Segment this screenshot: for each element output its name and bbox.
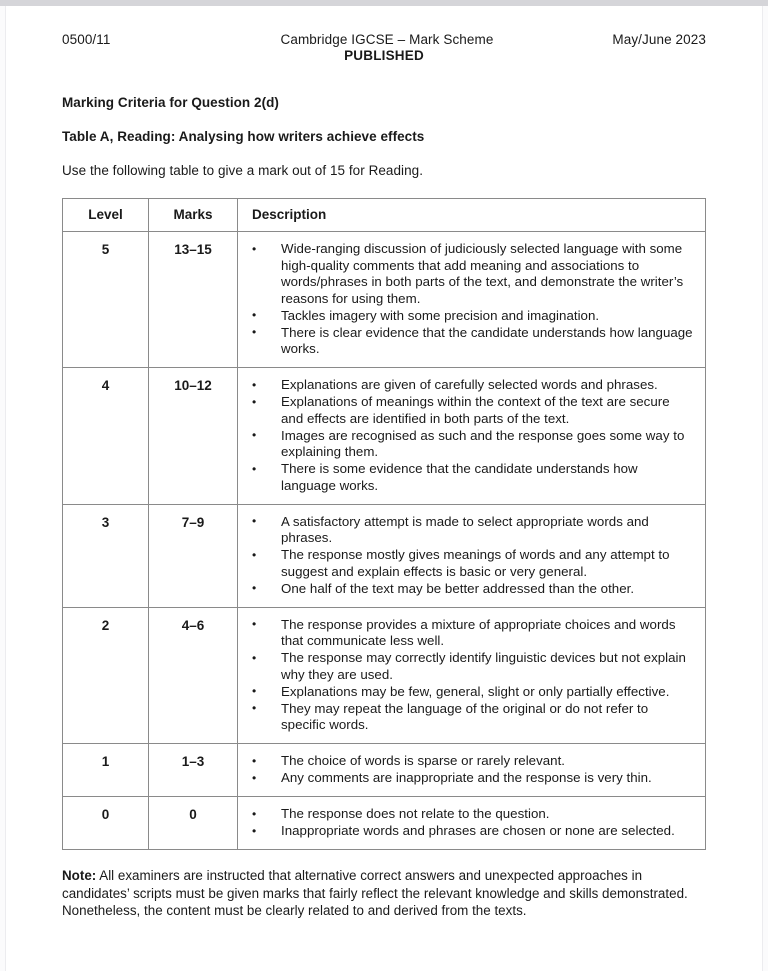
note-label: Note: xyxy=(62,868,97,883)
instruction-text: Use the following table to give a mark out of 15 for Reading. xyxy=(62,163,424,178)
descriptor-item: • A satisfactory attempt is made to select appropriate words and phrases. xyxy=(252,514,695,547)
paper-code: 0500/11 xyxy=(62,32,111,47)
document-title: Cambridge IGCSE – Mark Scheme xyxy=(280,32,494,47)
table-row xyxy=(63,232,706,368)
descriptor-list xyxy=(238,377,695,494)
cell-description xyxy=(238,232,706,368)
descriptor-item: • Images are recognised as such and the response goes some way to explaining them. xyxy=(252,428,695,461)
column-header-description: Description xyxy=(238,199,706,232)
descriptor-list xyxy=(238,514,695,598)
examiner-note xyxy=(62,867,706,920)
descriptor-item: • Inappropriate words and phrases are chosen or none are selected. xyxy=(252,823,695,840)
descriptor-item: • The choice of words is sparse or rarely relevant. xyxy=(252,753,695,770)
cell-description xyxy=(238,744,706,797)
cell-level: 3 xyxy=(63,504,149,607)
cell-marks: 1–3 xyxy=(149,744,238,797)
descriptor-item: • They may repeat the language of the original or do not refer to specific words. xyxy=(252,701,695,734)
cell-description xyxy=(238,797,706,850)
cell-marks: 7–9 xyxy=(149,504,238,607)
cell-level: 2 xyxy=(63,607,149,744)
cell-level: 5 xyxy=(63,232,149,368)
table-body xyxy=(63,232,706,850)
column-header-marks: Marks xyxy=(149,199,238,232)
descriptor-list xyxy=(238,806,695,840)
cell-marks: 0 xyxy=(149,797,238,850)
descriptor-item: • Wide-ranging discussion of judiciously selected language with some high-quality comments that add meaning and associations to words/phrases in both parts of the text, and demonstrate the writer’s reasons for using them. xyxy=(252,241,695,307)
cell-marks: 10–12 xyxy=(149,368,238,505)
exam-session: May/June 2023 xyxy=(612,32,706,47)
page-edge-right xyxy=(762,6,768,971)
table-header-row xyxy=(63,199,706,232)
descriptor-list xyxy=(238,753,695,787)
descriptor-item: • There is some evidence that the candidate understands how language works. xyxy=(252,461,695,494)
note-text: All examiners are instructed that alternative correct answers and unexpected approaches in candidates’ scripts must be given marks that fairly reflect the relevant knowledge and skills demonstrated. Nonetheless, the content must be clearly related to and derived from the texts. xyxy=(62,868,688,918)
table-row xyxy=(63,368,706,505)
running-header xyxy=(62,32,706,70)
cell-marks: 13–15 xyxy=(149,232,238,368)
column-header-level: Level xyxy=(63,199,149,232)
table-row xyxy=(63,797,706,850)
descriptor-item: • The response may correctly identify linguistic devices but not explain why they are used. xyxy=(252,650,695,683)
header-center-block xyxy=(62,32,706,63)
cell-level: 4 xyxy=(63,368,149,505)
cell-marks: 4–6 xyxy=(149,607,238,744)
descriptor-item: • Tackles imagery with some precision and imagination. xyxy=(252,308,695,325)
descriptor-item: • Any comments are inappropriate and the response is very thin. xyxy=(252,770,695,787)
cell-level: 1 xyxy=(63,744,149,797)
descriptor-list xyxy=(238,241,695,358)
descriptor-item: • Explanations are given of carefully selected words and phrases. xyxy=(252,377,695,394)
descriptor-item: • One half of the text may be better addressed than the other. xyxy=(252,581,695,598)
cell-description xyxy=(238,504,706,607)
descriptor-item: • Explanations of meanings within the context of the text are secure and effects are identified in both parts of the text. xyxy=(252,394,695,427)
document-page xyxy=(6,6,762,971)
table-row xyxy=(63,607,706,744)
marking-criteria-heading: Marking Criteria for Question 2(d) xyxy=(62,95,279,110)
publication-status: PUBLISHED xyxy=(344,48,424,63)
table-row xyxy=(63,504,706,607)
cell-description xyxy=(238,368,706,505)
descriptor-list xyxy=(238,617,695,734)
table-heading: Table A, Reading: Analysing how writers achieve effects xyxy=(62,129,425,144)
marking-criteria-table xyxy=(62,198,706,850)
descriptor-item: • The response mostly gives meanings of words and any attempt to suggest and explain effects is basic or very general. xyxy=(252,547,695,580)
descriptor-item: • The response does not relate to the question. xyxy=(252,806,695,823)
cell-description xyxy=(238,607,706,744)
document-body xyxy=(62,95,706,920)
descriptor-item: • Explanations may be few, general, slight or only partially effective. xyxy=(252,684,695,701)
table-row xyxy=(63,744,706,797)
cell-level: 0 xyxy=(63,797,149,850)
descriptor-item: • There is clear evidence that the candidate understands how language works. xyxy=(252,325,695,358)
descriptor-item: • The response provides a mixture of appropriate choices and words that communicate less well. xyxy=(252,617,695,650)
